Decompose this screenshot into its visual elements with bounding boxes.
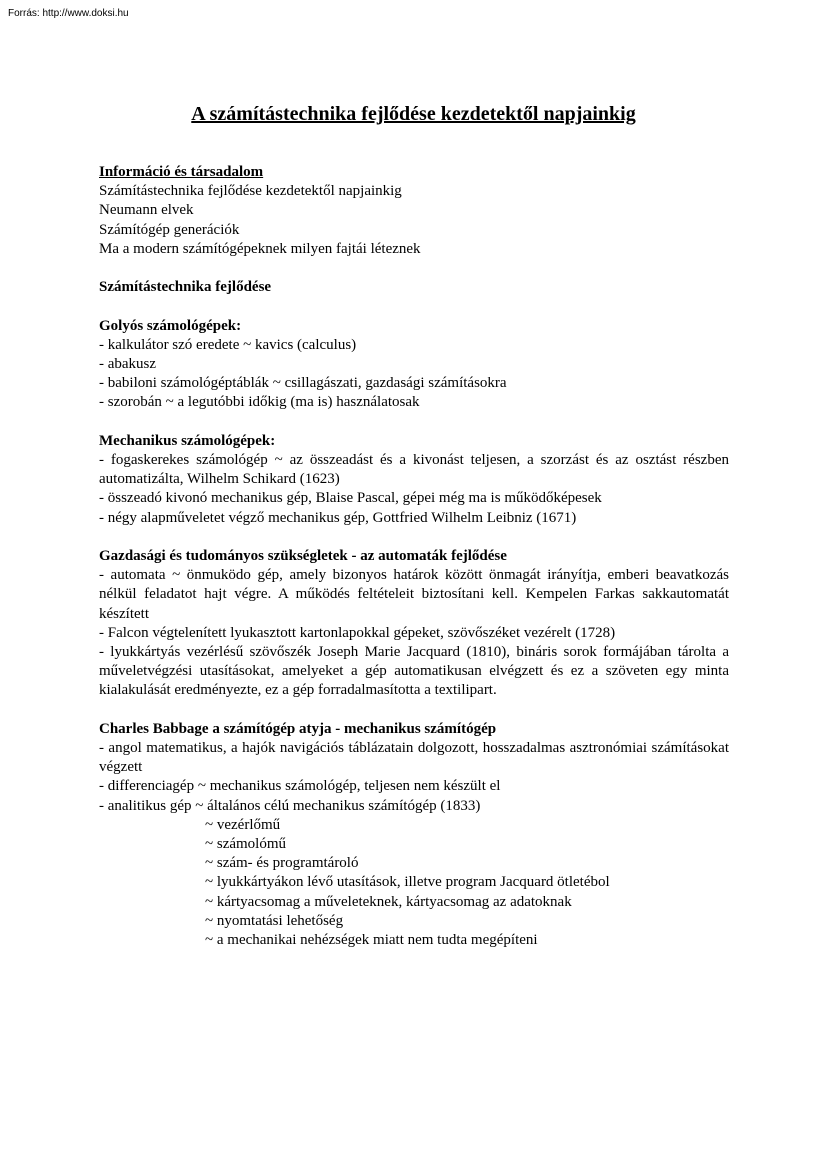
section-heading: Golyós számológépek: [99, 317, 242, 334]
sub-list-item: ~ kártyacsomag a műveleteknek, kártyacsomag az adatoknak [205, 893, 572, 910]
source-url: Forrás: http://www.doksi.hu [8, 8, 129, 19]
section-heading: Információ és társadalom [99, 164, 264, 180]
sub-list-item: ~ szám- és programtároló [205, 855, 359, 872]
section-heading: Charles Babbage a számítógép atyja - mechanikus számítógép [99, 720, 497, 737]
list-item: - lyukkártyás vezérlésű szövőszék Joseph Marie Jacquard (1810), bináris sorok formájában tárolta a műveletvégzési utasításokat, amelyeket a gép automatikusan elvégzett és ez a szöveten egy minta kialakulását eredményezte, ez a gép forradalmasította a textilipart. [99, 644, 729, 699]
sub-list-item: ~ a mechanikai nehézségek miatt nem tudta megépíteni [205, 932, 538, 949]
section-golyos [99, 317, 729, 413]
sub-list-item: ~ lyukkártyákon lévő utasítások, illetve program Jacquard ötletébol [205, 874, 610, 891]
sub-list-item: ~ számolómű [205, 836, 287, 853]
list-item: - abakusz [99, 356, 157, 372]
list-item: Neumann elvek [99, 202, 194, 219]
list-item: - szorobán ~ a legutóbbi időkig (ma is) használatosak [99, 394, 420, 411]
list-item: - kalkulátor szó eredete ~ kavics (calculus) [99, 336, 357, 353]
list-item: Számítógép generációk [99, 221, 240, 238]
section-heading: Mechanikus számológépek: [99, 432, 276, 449]
document-title: A számítástechnika fejlődése kezdetektől napjainkig [191, 103, 636, 125]
list-item: - összeadó kivonó mechanikus gép, Blaise Pascal, gépei még ma is működőképesek [99, 490, 602, 507]
section-mechanikus [99, 432, 729, 528]
section-gazdasagi [99, 547, 729, 701]
section-babbage [99, 720, 729, 950]
list-item: - négy alapműveletet végző mechanikus gép, Gottfried Wilhelm Leibniz (1671) [99, 509, 577, 526]
list-item: Számítástechnika fejlődése kezdetektől napjainkig [99, 183, 402, 200]
document-body [99, 163, 729, 969]
sub-list-item: ~ vezérlőmű [205, 816, 281, 833]
list-item: - fogaskerekes számológép ~ az összeadást és a kivonást teljesen, a szorzást és az osztást részben automatizálta, Wilhelm Schikard (1623) [99, 452, 729, 488]
list-item: - differenciagép ~ mechanikus számológép, teljesen nem készült el [99, 778, 501, 795]
list-item: - angol matematikus, a hajók navigációs táblázatain dolgozott, hosszadalmas asztronómiai számításokat végzett [99, 740, 729, 776]
list-item: - automata ~ önmuködo gép, amely bizonyos határok között önmagát irányítja, emberi beavatkozás nélkül feladatot hajt végre. A működés feltételeit biztosítani kell. Kempelen Farkas sakkautomatát készített [99, 567, 729, 622]
section-intro [99, 163, 729, 259]
list-item: - Falcon végtelenített lyukasztott kartonlapokkal gépeket, szövőszéket vezérelt (1728) [99, 624, 616, 641]
section-heading: Gazdasági és tudományos szükségletek - az automaták fejlődése [99, 548, 507, 564]
list-item: - analitikus gép ~ általános célú mechanikus számítógép (1833) [99, 797, 481, 814]
list-item: Ma a modern számítógépeknek milyen fajtái léteznek [99, 240, 421, 257]
section-heading: Számítástechnika fejlődése [99, 279, 272, 296]
sub-list-item: ~ nyomtatási lehetőség [205, 912, 344, 929]
list-item: - babiloni számológéptáblák ~ csillagászati, gazdasági számításokra [99, 375, 507, 392]
section-fejlodes [99, 278, 729, 297]
